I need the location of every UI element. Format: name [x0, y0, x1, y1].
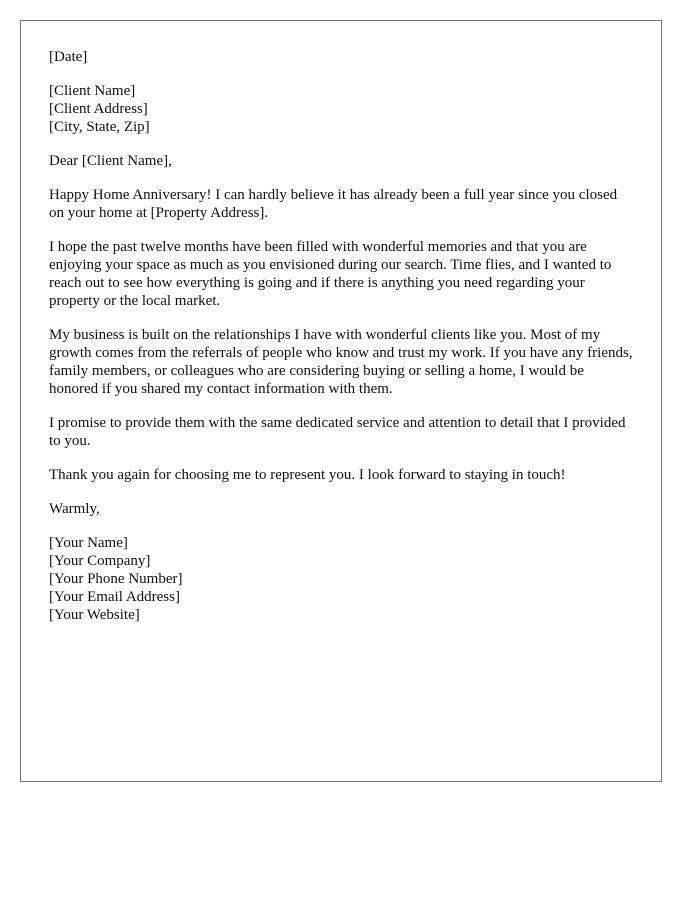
date-text: [Date] [49, 49, 88, 65]
recipient-address-block [49, 82, 633, 136]
salutation-text: Dear [Client Name], [49, 153, 172, 169]
recipient-name: [Client Name] [49, 83, 136, 99]
signature-name: [Your Name] [49, 535, 128, 551]
paragraph-anniversary: Happy Home Anniversary! I can hardly believe it has already been a full year since you closed on your home at [Property Address]. [49, 187, 618, 221]
paragraph-promise: I promise to provide them with the same dedicated service and attention to detail that I provided to you. [49, 415, 626, 449]
closing [49, 500, 633, 518]
signature-block [49, 534, 633, 624]
recipient-city-state-zip: [City, State, Zip] [49, 119, 150, 135]
letter-date [49, 48, 633, 66]
recipient-address: [Client Address] [49, 101, 148, 117]
signature-email: [Your Email Address] [49, 589, 180, 605]
closing-text: Warmly, [49, 501, 100, 517]
signature-company: [Your Company] [49, 553, 151, 569]
signature-website: [Your Website] [49, 607, 140, 623]
letter-page [20, 20, 662, 782]
signature-phone: [Your Phone Number] [49, 571, 183, 587]
salutation [49, 152, 633, 170]
paragraph-thanks: Thank you again for choosing me to represent you. I look forward to staying in touch! [49, 467, 566, 483]
paragraph-check-in: I hope the past twelve months have been filled with wonderful memories and that you are enjoying your space as much as you envisioned during our search. Time flies, and I wanted to reach out to see how everything is going and if there is anything you need regarding your property or the local market. [49, 239, 612, 309]
paragraph-referrals: My business is built on the relationships I have with wonderful clients like you. Most of my growth comes from the referrals of people who know and trust my work. If you have any friends, family members, or colleagues who are considering buying or selling a home, I would be honored if you shared my contact information with them. [49, 327, 633, 397]
